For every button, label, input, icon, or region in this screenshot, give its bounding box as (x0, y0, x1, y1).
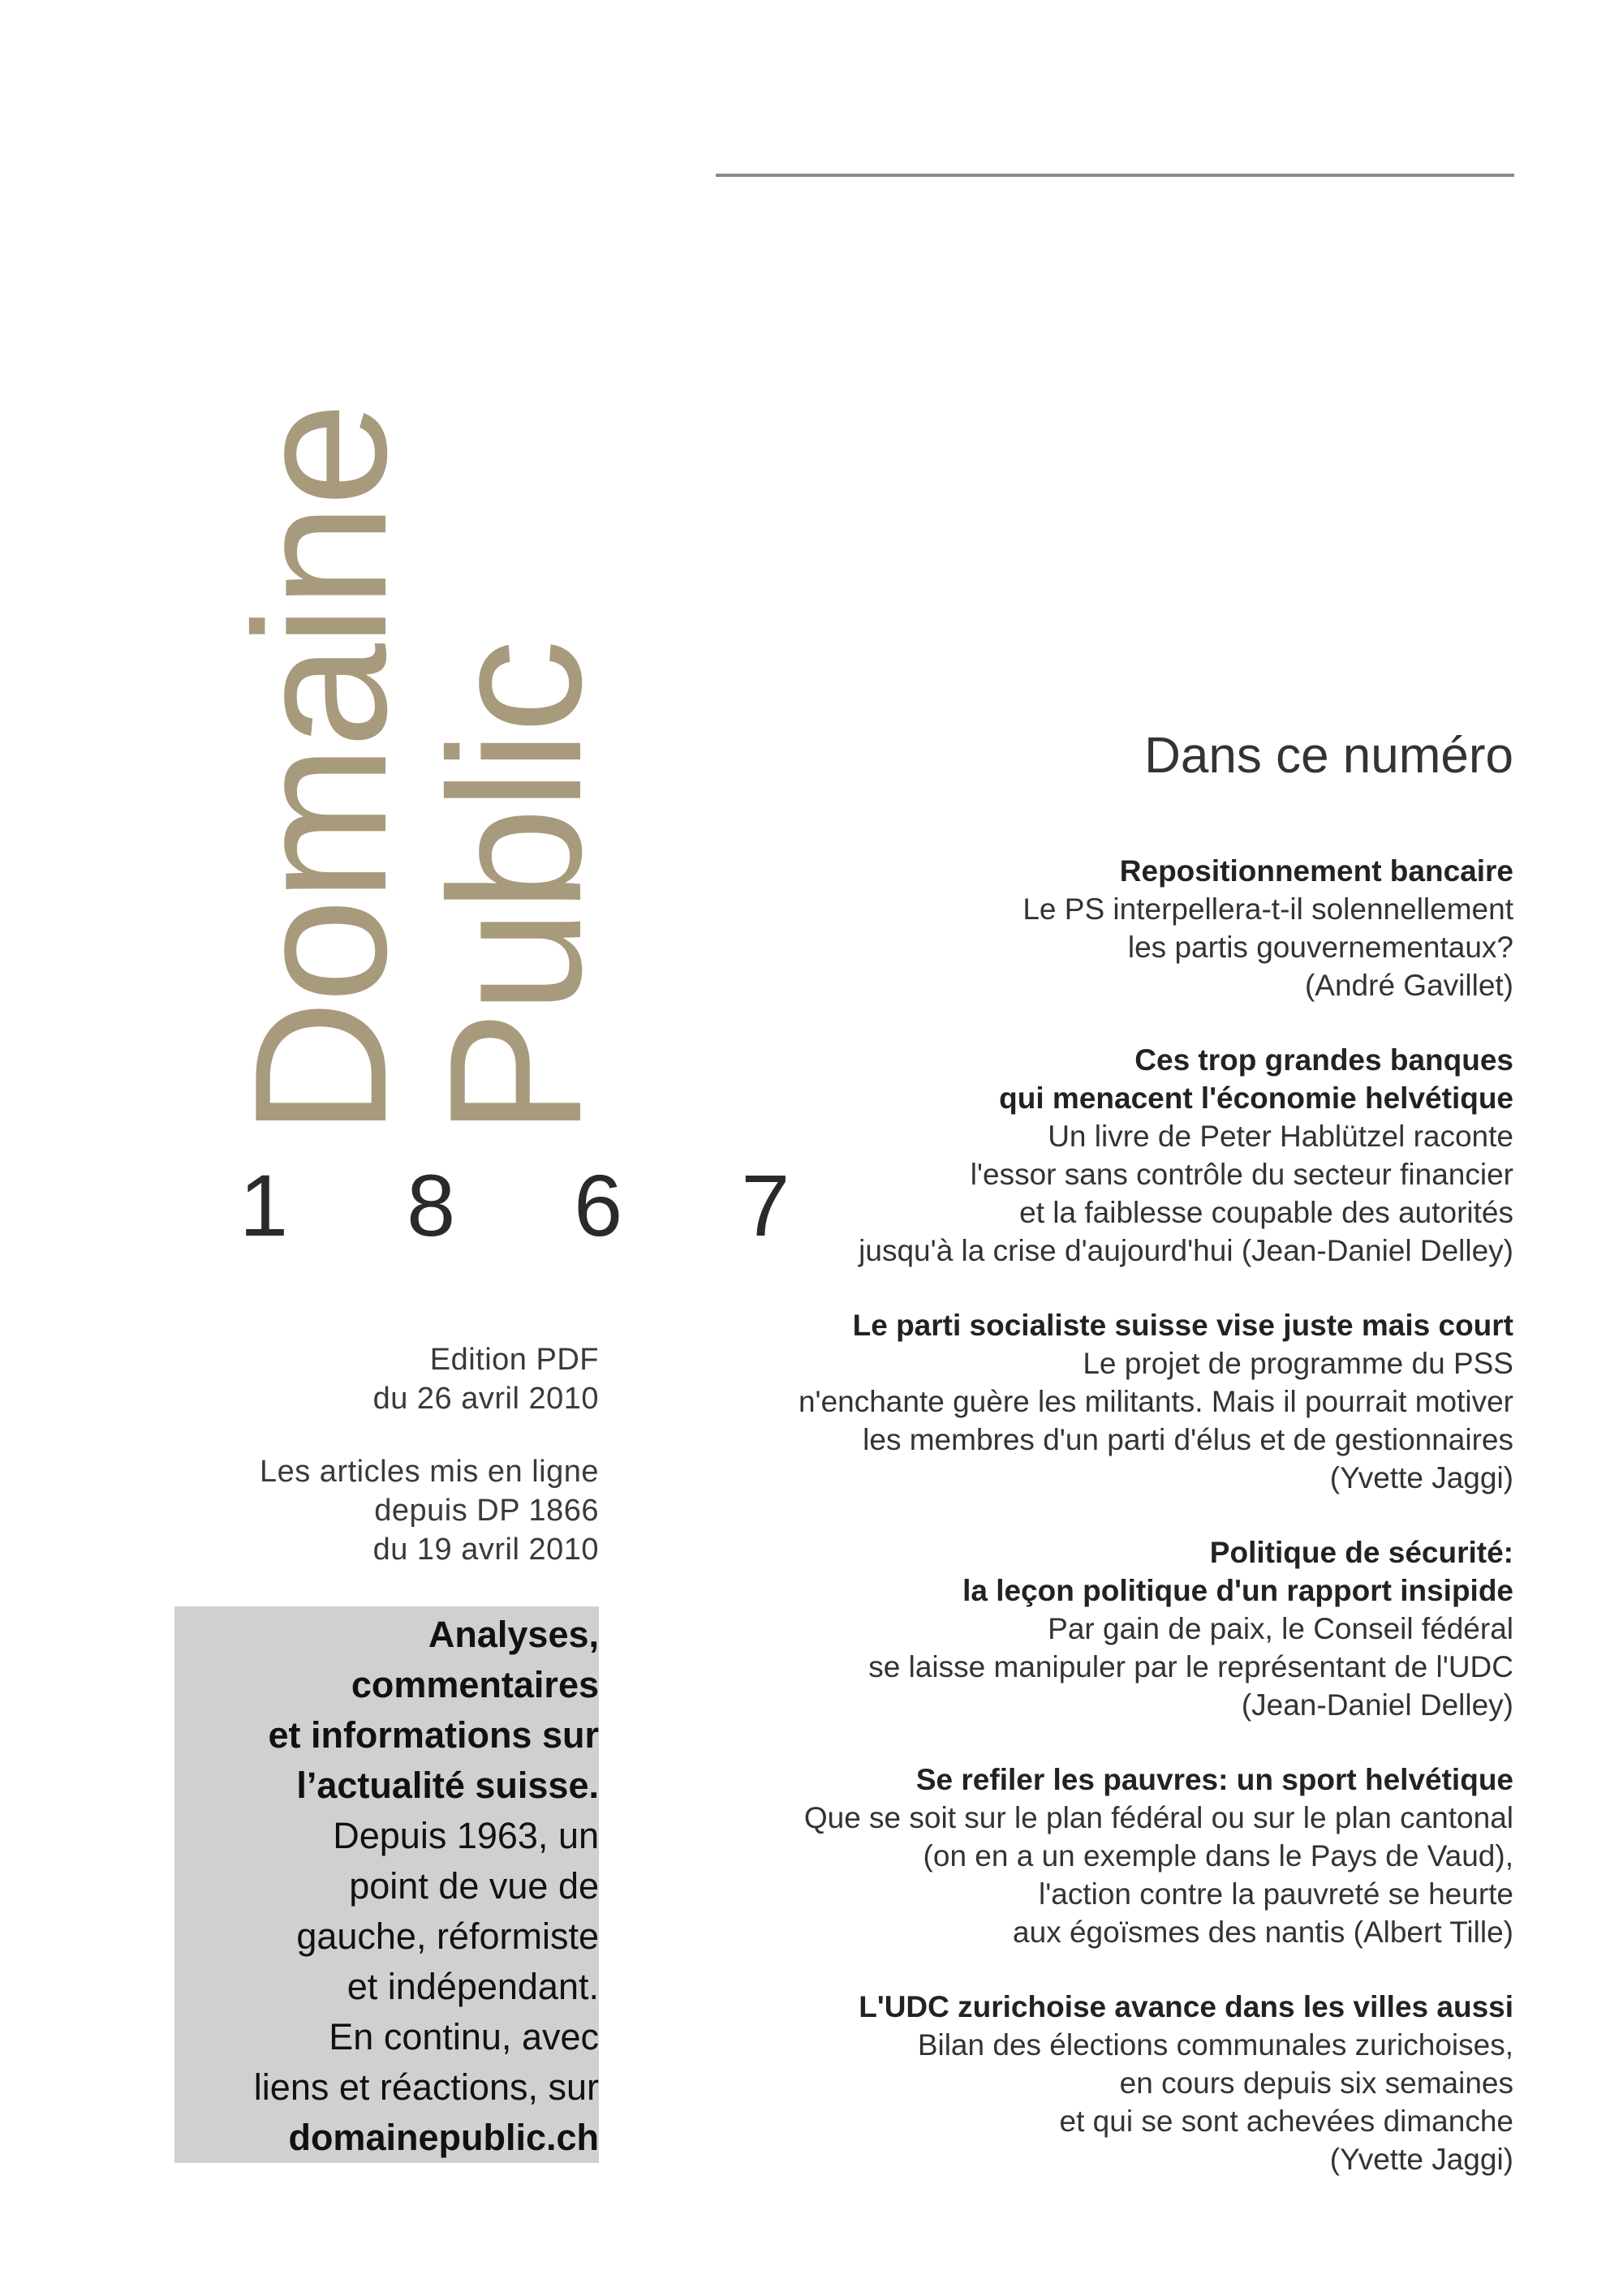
toc-desc: se laisse manipuler par le représentant de l'UDC (868, 1650, 1513, 1683)
tagline-bold-line: l’actualité suisse. (296, 1765, 599, 1806)
site-link[interactable]: domainepublic.ch (288, 2117, 599, 2158)
toc-desc: et la faiblesse coupable des autorités (1019, 1196, 1513, 1229)
issue-number: 1 8 6 7 (239, 1156, 837, 1254)
toc-desc: Le projet de programme du PSS (1083, 1347, 1513, 1380)
online-line: Les articles mis en ligne (259, 1455, 599, 1489)
edition-date: du 26 avril 2010 (372, 1382, 599, 1416)
toc-desc: jusqu'à la crise d'aujourd'hui (Jean-Daniel Delley) (859, 1234, 1513, 1267)
toc-desc: et qui se sont achevées dimanche (1059, 2105, 1513, 2138)
toc-desc: Un livre de Peter Hablützel raconte (1048, 1120, 1513, 1153)
online-line: depuis DP 1866 (374, 1494, 599, 1528)
toc-title[interactable]: Politique de sécurité: (1209, 1536, 1513, 1569)
edition-line: Edition PDF (429, 1343, 599, 1377)
toc-item[interactable] (799, 1761, 1513, 1951)
toc-desc: en cours depuis six semaines (1119, 2066, 1513, 2100)
toc-desc: aux égoïsmes des nantis (Albert Tille) (1013, 1915, 1513, 1949)
toc-title[interactable]: Se refiler les pauvres: un sport helvétique (915, 1763, 1513, 1796)
toc-title[interactable]: Le parti socialiste suisse vise juste mais court (852, 1309, 1513, 1342)
toc-title[interactable]: Repositionnement bancaire (1119, 854, 1513, 888)
tagline-line: point de vue de (349, 1865, 599, 1907)
tagline-line: liens et réactions, sur (253, 2066, 599, 2108)
toc-item[interactable] (799, 1533, 1513, 1724)
edition-info (373, 1340, 599, 1418)
toc-title[interactable]: Ces trop grandes banques (1134, 1043, 1513, 1077)
toc-desc: les membres d'un parti d'élus et de gestionnaires (863, 1423, 1513, 1456)
toc-desc: (André Gavillet) (1304, 969, 1513, 1002)
online-articles-info (260, 1452, 599, 1569)
tagline-bold-line: et informations sur (268, 1714, 599, 1756)
top-rule (716, 174, 1514, 177)
toc-desc: Que se soit sur le plan fédéral ou sur le plan cantonal (803, 1801, 1513, 1834)
toc-desc: les partis gouvernementaux? (1127, 931, 1513, 964)
toc-title[interactable]: L'UDC zurichoise avance dans les villes aussi (859, 1990, 1513, 2023)
tagline-text (254, 1610, 599, 2163)
toc-desc: Bilan des élections communales zurichoises, (917, 2028, 1513, 2062)
toc-heading: Dans ce numéro (1144, 728, 1513, 784)
toc-desc: l'essor sans contrôle du secteur financier (970, 1158, 1513, 1191)
toc-desc: Le PS interpellera-t-il solennellement (1022, 892, 1513, 926)
toc-title[interactable]: la leçon politique d'un rapport insipide (962, 1574, 1513, 1607)
toc-item[interactable] (799, 1041, 1513, 1270)
toc-item[interactable] (799, 1988, 1513, 2178)
toc-desc: Par gain de paix, le Conseil fédéral (1048, 1612, 1513, 1645)
toc-item[interactable] (799, 1306, 1513, 1497)
tagline-bold-line: commentaires (351, 1664, 599, 1705)
tagline-line: gauche, réformiste (296, 1915, 599, 1957)
toc-desc: (Jean-Daniel Delley) (1241, 1688, 1513, 1722)
masthead-public: Public (411, 643, 621, 1136)
online-line: du 19 avril 2010 (372, 1533, 599, 1567)
tagline-bold-line: Analyses, (428, 1614, 599, 1655)
toc-desc: (on en a un exemple dans le Pays de Vaud), (923, 1839, 1513, 1872)
tagline-line: Depuis 1963, un (333, 1815, 599, 1856)
toc-desc: n'enchante guère les militants. Mais il pourrait motiver (798, 1385, 1513, 1418)
toc-desc: (Yvette Jaggi) (1329, 2143, 1513, 2176)
tagline-line: En continu, avec (329, 2016, 599, 2057)
tagline-line: et indépendant. (347, 1966, 599, 2007)
masthead-domaine: Domaine (216, 405, 426, 1136)
toc-desc: (Yvette Jaggi) (1329, 1461, 1513, 1494)
toc-item[interactable] (799, 852, 1513, 1004)
toc-desc: l'action contre la pauvreté se heurte (1038, 1877, 1513, 1911)
table-of-contents (799, 852, 1513, 2215)
toc-title[interactable]: qui menacent l'économie helvétique (999, 1081, 1513, 1115)
